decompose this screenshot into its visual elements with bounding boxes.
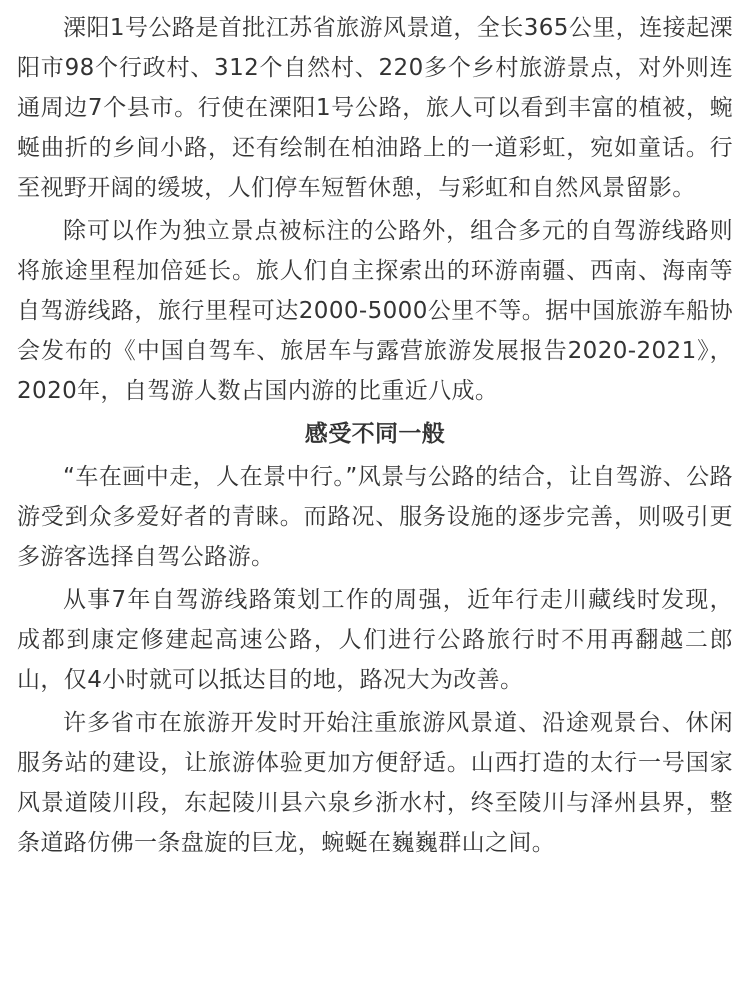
paragraph-4: 从事7年自驾游线路策划工作的周强，近年行走川藏线时发现，成都到康定修建起高速公路，人们进行公路旅行时不用再翻越二郎山，仅4小时就可以抵达目的地，路况大为改善。 <box>17 587 733 693</box>
section-heading: 感受不同一般 <box>304 421 446 447</box>
paragraph-5: 许多省市在旅游开发时开始注重旅游风景道、沿途观景台、休闲服务站的建设，让旅游体验更加方便舒适。山西打造的太行一号国家风景道陵川段，东起陵川县六泉乡浙水村，终至陵川与泽州县界，整条道路仿佛一条盘旋的巨龙，蜿蜒在巍巍群山之间。 <box>17 710 733 856</box>
paragraph-1: 溧阳1号公路是首批江苏省旅游风景道，全长365公里，连接起溧阳市98个行政村、312个自然村、220多个乡村旅游景点，对外则连通周边7个县市。行使在溧阳1号公路，旅人可以看到丰富的植被，蜿蜒曲折的乡间小路，还有绘制在柏油路上的一道彩虹，宛如童话。行至视野开阔的缓坡，人们停车短暂休憩，与彩虹和自然风景留影。 <box>17 15 733 201</box>
paragraph-3: “车在画中走，人在景中行。”风景与公路的结合，让自驾游、公路游受到众多爱好者的青睐。而路况、服务设施的逐步完善，则吸引更多游客选择自驾公路游。 <box>17 464 733 570</box>
article-body <box>17 8 733 866</box>
paragraph-2: 除可以作为独立景点被标注的公路外，组合多元的自驾游线路则将旅途里程加倍延长。旅人们自主探索出的环游南疆、西南、海南等自驾游线路，旅行里程可达2000-5000公里不等。据中国旅游车船协会发布的《中国自驾车、旅居车与露营旅游发展报告2020-2021》，2020年，自驾游人数占国内游的比重近八成。 <box>17 218 733 404</box>
